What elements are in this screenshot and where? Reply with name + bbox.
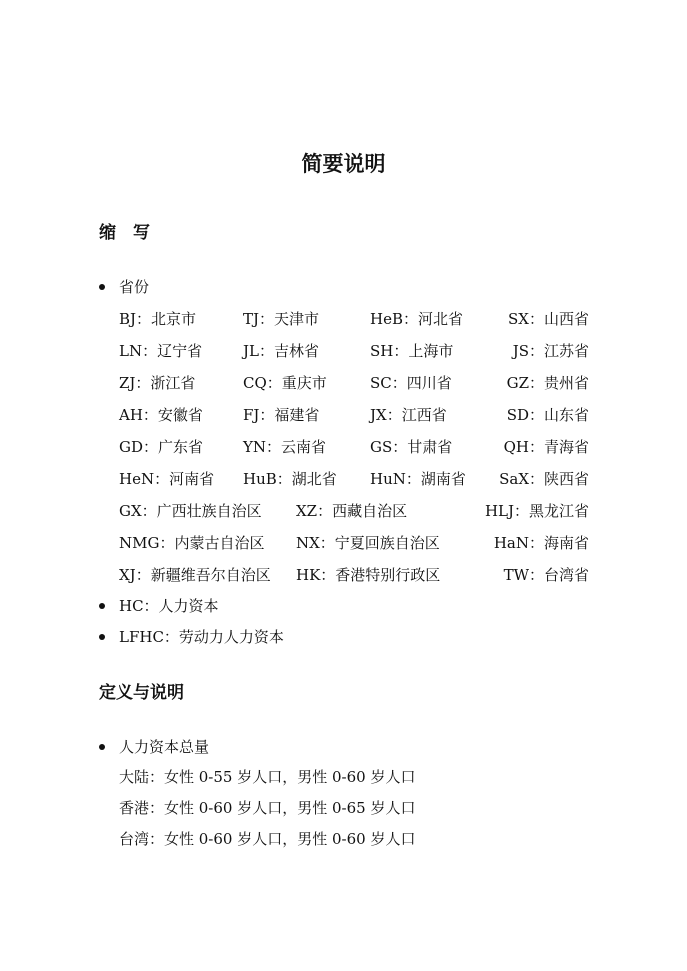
- abbreviations-heading: 缩 写: [99, 223, 150, 243]
- province-abbreviation: GZ：贵州省: [506, 374, 589, 392]
- province-abbreviation: NMG：内蒙古自治区: [119, 534, 265, 552]
- province-abbreviation: SC：四川省: [370, 374, 452, 392]
- province-abbreviation: JL：吉林省: [243, 342, 319, 360]
- definition-hongkong: 香港：女性 0-60 岁人口，男性 0-65 岁人口: [119, 799, 416, 817]
- province-abbreviation: NX：宁夏回族自治区: [296, 534, 440, 552]
- province-row: [119, 309, 589, 329]
- province-abbreviation: QH：青海省: [503, 438, 589, 456]
- bullet-item-province: [99, 277, 149, 297]
- bullet-dot-icon: [99, 744, 105, 750]
- definitions-heading: 定义与说明: [99, 683, 184, 703]
- province-abbreviation: JX：江西省: [370, 406, 447, 424]
- province-abbreviation: GD：广东省: [119, 438, 204, 456]
- province-abbreviation: HeB：河北省: [370, 310, 463, 328]
- province-row: [119, 405, 589, 425]
- province-abbreviation: JS：江苏省: [512, 342, 589, 360]
- province-abbreviation: ZJ：浙江省: [119, 374, 196, 392]
- province-row: [119, 565, 589, 585]
- province-abbreviation: HaN：海南省: [493, 534, 589, 552]
- bullet-item-lfhc: [99, 627, 284, 647]
- definition-mainland: 大陆：女性 0-55 岁人口，男性 0-60 岁人口: [119, 768, 416, 786]
- province-abbreviation: FJ：福建省: [243, 406, 320, 424]
- province-abbreviation: HuN：湖南省: [370, 470, 466, 488]
- province-abbreviation: SD：山东省: [506, 406, 589, 424]
- province-abbreviation: TJ：天津市: [243, 310, 320, 328]
- province-abbreviation: GS：甘肃省: [370, 438, 453, 456]
- bullet-dot-icon: [99, 634, 105, 640]
- total-hc-label: 人力资本总量: [119, 738, 210, 756]
- province-abbreviation: XJ：新疆维吾尔自治区: [119, 566, 271, 584]
- province-abbreviation: HeN：河南省: [119, 470, 215, 488]
- province-row: [119, 501, 589, 521]
- province-row: [119, 341, 589, 361]
- province-abbreviation: HuB：湖北省: [243, 470, 337, 488]
- definition-taiwan: 台湾：女性 0-60 岁人口，男性 0-60 岁人口: [119, 830, 416, 848]
- province-abbreviation: HK：香港特别行政区: [296, 566, 441, 584]
- bullet-dot-icon: [99, 603, 105, 609]
- province-abbreviation: SH：上海市: [370, 342, 454, 360]
- lfhc-abbreviation: LFHC：劳动力人力资本: [119, 628, 284, 646]
- province-label: 省份: [119, 278, 150, 296]
- province-abbreviation: XZ：西藏自治区: [296, 502, 408, 520]
- province-row: [119, 469, 589, 489]
- province-row: [119, 437, 589, 457]
- province-abbreviation: TW：台湾省: [503, 566, 589, 584]
- province-abbreviation: CQ：重庆市: [243, 374, 327, 392]
- province-row: [119, 533, 589, 553]
- province-abbreviation: AH：安徽省: [119, 406, 203, 424]
- province-abbreviation: HLJ：黑龙江省: [484, 502, 589, 520]
- bullet-item-total-hc: [99, 737, 209, 757]
- province-abbreviation: YN：云南省: [243, 438, 327, 456]
- province-abbreviation: SaX：陕西省: [499, 470, 589, 488]
- page-title: 简要说明: [301, 152, 386, 176]
- province-abbreviation: BJ：北京市: [119, 310, 197, 328]
- bullet-dot-icon: [99, 284, 105, 290]
- province-abbreviation: LN：辽宁省: [119, 342, 203, 360]
- province-abbreviation: GX：广西壮族自治区: [119, 502, 262, 520]
- bullet-item-hc: [99, 596, 219, 616]
- hc-abbreviation: HC：人力资本: [119, 597, 219, 615]
- province-row: [119, 373, 589, 393]
- province-abbreviation: SX：山西省: [508, 310, 589, 328]
